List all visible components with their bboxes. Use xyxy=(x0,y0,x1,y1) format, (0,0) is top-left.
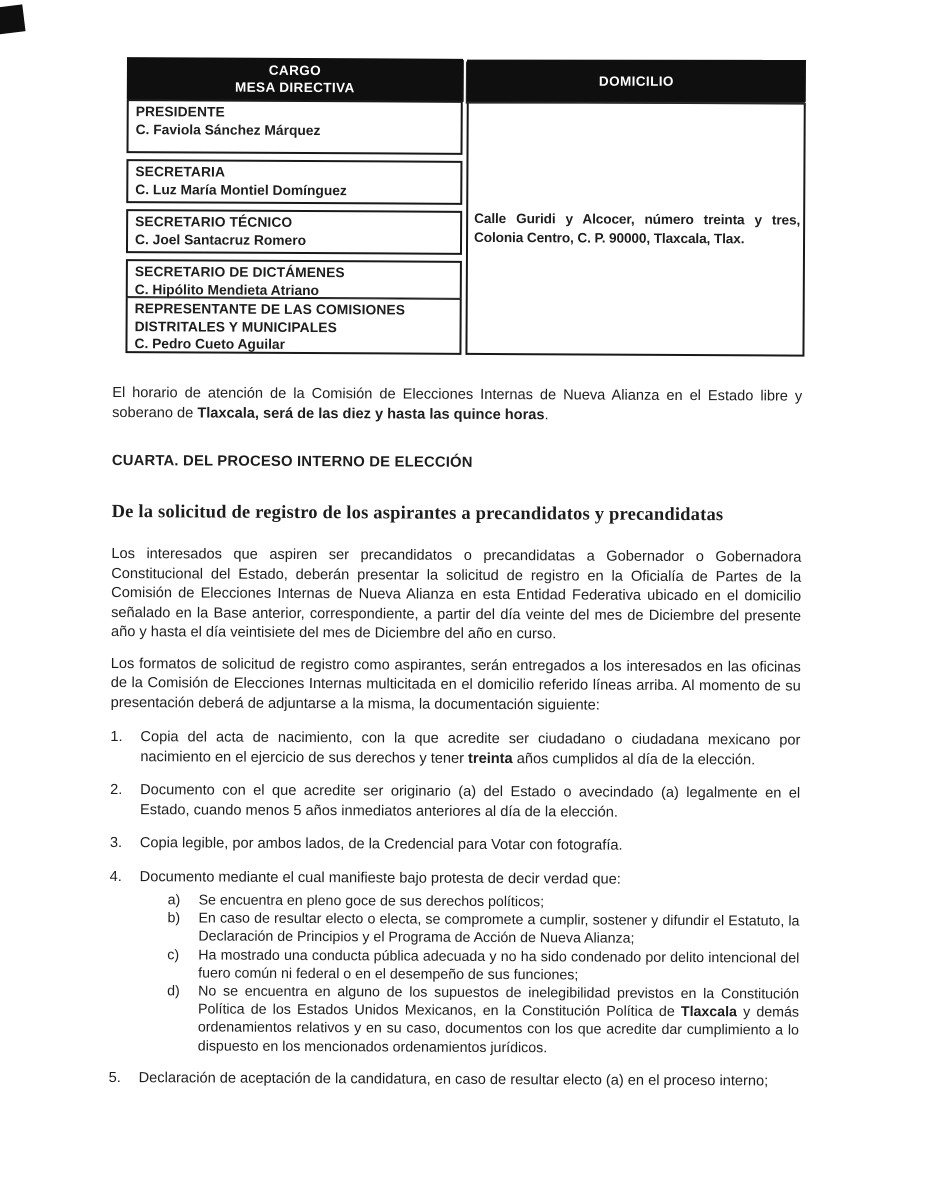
row-title: SECRETARIA xyxy=(135,164,226,180)
item-text: Declaración de aceptación de la candidatura, en caso de resultar electo (a) en el proceso interno; xyxy=(138,1069,769,1090)
item-text-post: años cumplidos al día de la elección. xyxy=(512,750,756,768)
row-name: C. Joel Santacruz Romero xyxy=(135,231,307,248)
table-row-secretario-dictamenes xyxy=(126,259,462,299)
item-text xyxy=(198,982,799,1058)
table-cell-domicilio xyxy=(465,101,805,357)
item-text: En caso de resultar electo o electa, se compromete a cumplir, sostener y difundir el Estatuto, la Declaración de Principios y el Programa de Acción de Nueva Alianza; xyxy=(198,910,800,948)
item-text: Se encuentra en pleno goce de sus derechos políticos; xyxy=(198,892,545,911)
row-name: C. Faviola Sánchez Márquez xyxy=(135,121,321,138)
item-number: 1. xyxy=(110,728,123,746)
item-number: 2. xyxy=(110,781,123,799)
row-title: REPRESENTANTE DE LAS COMISIONES DISTRITALES Y MUNICIPALES xyxy=(134,301,406,335)
header-cargo-line1: CARGO xyxy=(268,62,322,79)
table-header-row xyxy=(127,57,806,103)
list-item-2 xyxy=(110,781,800,824)
item-letter: b) xyxy=(167,910,181,927)
horario-period: . xyxy=(544,406,549,423)
header-domicilio-label: DOMICILIO xyxy=(598,73,674,89)
item-text-bold: Tlaxcala xyxy=(680,1004,737,1021)
row-title: SECRETARIO DE DICTÁMENES xyxy=(134,264,345,281)
table-body xyxy=(125,99,805,357)
table-row-secretario-tecnico xyxy=(126,209,462,255)
solicitud-registro-heading: De la solicitud de registro de los aspirantes a precandidatos y precandidatas xyxy=(111,501,724,526)
header-cargo-line2: MESA DIRECTIVA xyxy=(234,79,355,96)
horario-text: El horario de atención de la Comisión de Elecciones Internas de Nueva Alianza en el Estado libre y soberano de xyxy=(112,384,803,421)
item-letter: d) xyxy=(167,983,180,1000)
item-text: Copia legible, por ambos lados, de la Credencial para Votar con fotografía. xyxy=(139,835,623,854)
table-header-domicilio xyxy=(467,60,806,102)
row-name: C. Hipólito Mendieta Atriano xyxy=(134,281,320,298)
item-text: Documento mediante el cual manifieste bajo protesta de decir verdad que: xyxy=(139,868,621,888)
item-letter: c) xyxy=(167,946,180,963)
formatos-paragraph: Los formatos de solicitud de registro como aspirantes, serán entregados a los interesados en las oficinas de la Comisión de Elecciones Internas multicitada en el domicilio referido líneas arriba. Al momento de su presentación deberá de adjuntarse a la misma, la documentación siguiente: xyxy=(110,655,801,714)
requirements-list xyxy=(109,728,801,1092)
interesados-paragraph: Los interesados que aspiren ser precandidatos o precandidatas a Gobernador o Gobernadora Constitucional del Estado, deberán presentar la solicitud de registro en la Oficialía de Partes de la Comisión de Elecciones Internas de Nueva Alianza en esta Entidad Federativa ubicado en el domicilio señalado en la Base anterior, correspondiente, a partir del día veinte del mes de Diciembre del presente año y hasta el día veintisiete del mes de Diciembre del año en curso. xyxy=(110,545,802,643)
item-text-post: y demás ordenamientos relativos y en su caso, documentos con los que acredite dar cumplimiento a lo dispuesto en los mencionados ordenamientos jurídicos. xyxy=(197,1004,800,1056)
table-row-presidente xyxy=(126,99,462,155)
item-letter: a) xyxy=(167,892,181,909)
table-row-secretaria xyxy=(126,159,462,205)
table-cargo-column xyxy=(125,99,462,355)
item-number: 3. xyxy=(109,834,123,852)
sublist-item-d xyxy=(167,982,799,1058)
item-number: 4. xyxy=(109,868,122,885)
list-item-1 xyxy=(110,728,800,771)
horario-bold-text: Tlaxcala, será de las diez y hasta las quince horas xyxy=(197,404,545,423)
row-title: PRESIDENTE xyxy=(135,104,225,120)
sublist-item-b xyxy=(167,909,799,949)
scan-corner-artifact xyxy=(0,4,26,34)
list-item-4 xyxy=(110,867,800,890)
item-number: 5. xyxy=(108,1069,121,1086)
item-text-pre: Copia del acta de nacimiento, con la que acredite ser ciudadano o ciudadana mexicano por nacimiento en el ejercicio de sus derechos y tener xyxy=(140,729,801,767)
protesta-sublist xyxy=(167,891,800,1058)
sublist-item-c xyxy=(167,946,799,986)
mesa-directiva-table xyxy=(125,57,806,357)
item-text-bold: treinta xyxy=(468,750,513,767)
horario-paragraph xyxy=(112,384,802,427)
list-item-3 xyxy=(110,834,800,857)
row-name: C. Luz María Montiel Domínguez xyxy=(135,181,347,198)
table-row-representante-comisiones xyxy=(125,297,461,355)
row-name: C. Pedro Cueto Aguilar xyxy=(134,336,286,352)
cuarta-section-heading: CUARTA. DEL PROCESO INTERNO DE ELECCIÓN xyxy=(111,452,473,471)
item-text xyxy=(140,728,800,770)
item-text: Ha mostrado una conducta pública adecuada y no ha sido condenado por delito intencional del fuero común ni federal o en el desempeño de sus funciones; xyxy=(198,947,800,984)
table-header-cargo xyxy=(127,57,463,101)
domicilio-address: Calle Guridi y Alcocer, número treinta y tres, Colonia Centro, C. P. 90000, Tlaxcala, Tlax. xyxy=(474,210,801,247)
item-text: Documento con el que acredite ser originario (a) del Estado o avecindado (a) legalmente en el Estado, cuando menos 5 años inmediatos anteriores al día de la elección. xyxy=(140,782,801,821)
document-content xyxy=(109,57,804,1106)
row-title: SECRETARIO TÉCNICO xyxy=(135,214,293,230)
list-item-5 xyxy=(109,1069,799,1092)
item-text-pre: No se encuentra en alguno de los supuestos de inelegibilidad previstos en la Constitución Política de los Estados Unidos Mexicanos, en la Constitución Política de xyxy=(197,983,800,1021)
